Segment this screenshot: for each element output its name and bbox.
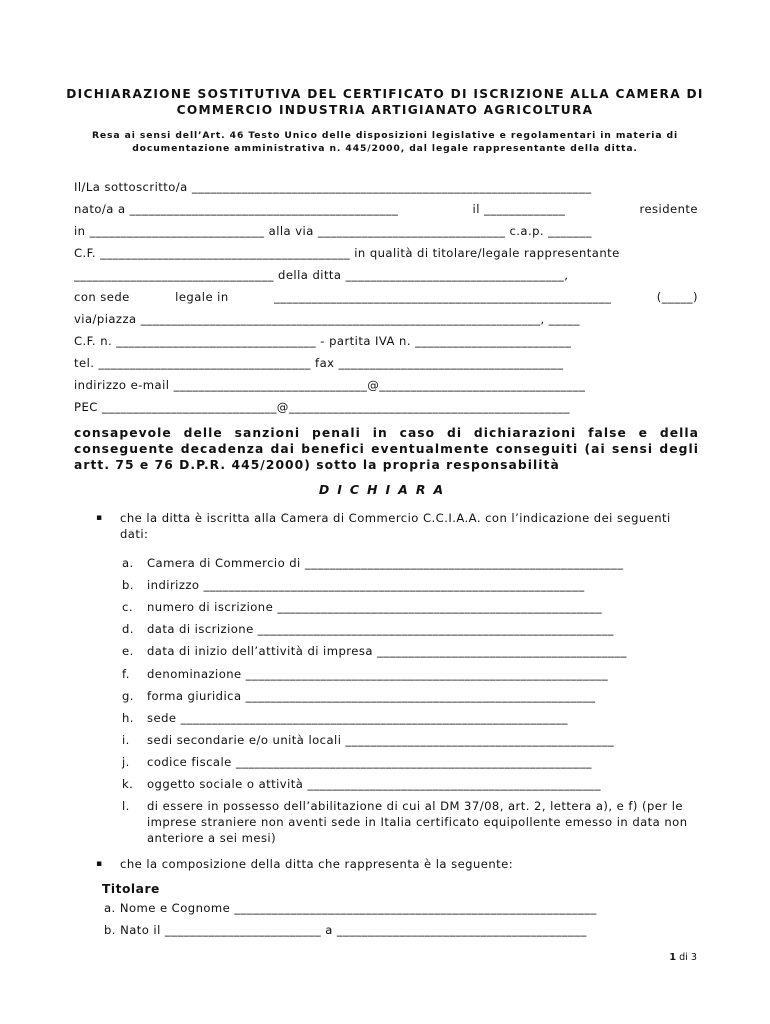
- field-sede-legale[interactable]: [74, 289, 698, 305]
- page-separator: di: [676, 952, 691, 963]
- field-nato-data[interactable]: il _____________: [472, 202, 566, 216]
- sede-blank[interactable]: ______________________________________________________: [274, 290, 612, 304]
- item-text[interactable]: Camera di Commercio di ___________________________________________________: [147, 556, 624, 570]
- item-letter: f.: [122, 667, 130, 681]
- title-line-2: COMMERCIO INDUSTRIA ARTIGIANATO AGRICOLTURA: [176, 103, 594, 117]
- page-current: 1: [669, 952, 677, 963]
- subtitle-line-1: Resa ai sensi dell’Art. 46 Testo Unico delle disposizioni legislative e regolamentari in materia di: [91, 130, 679, 141]
- item-letter: l.: [122, 799, 130, 813]
- item-text: di essere in possesso dell’abilitazione di cui al DM 37/08, art. 2, lettera a), e f) (per le imprese straniere non aventi sede in Italia certificato equipollente emesso in data non anteriore a sei mesi): [147, 799, 688, 845]
- subtitle-line-2: documentazione amministrativa n. 445/2000, dal legale rappresentante della ditta.: [132, 143, 638, 154]
- item-text[interactable]: sedi secondarie e/o unità locali ___________________________________________: [147, 733, 615, 747]
- field-email[interactable]: indirizzo e-mail _______________________________@_________________________________: [74, 378, 586, 392]
- field-residenza[interactable]: in ____________________________ alla via ______________________________ c.a.p. _______: [74, 224, 592, 238]
- sede-provincia[interactable]: (_____): [656, 290, 698, 304]
- item-text[interactable]: codice fiscale _________________________________________________________: [147, 755, 592, 769]
- item-text[interactable]: data di inizio dell’attività di impresa ________________________________________: [147, 644, 627, 658]
- item-letter: g.: [122, 689, 134, 703]
- field-tel-fax[interactable]: tel. __________________________________ fax ____________________________________: [74, 356, 564, 370]
- item-letter: i.: [122, 733, 130, 747]
- document-subtitle: [90, 129, 680, 155]
- item-text[interactable]: numero di iscrizione ____________________________________________________: [147, 600, 603, 614]
- titolare-heading: Titolare: [102, 882, 160, 896]
- bullet-square-icon: ▪: [96, 513, 103, 523]
- item-text[interactable]: sede ______________________________________________________________: [147, 711, 568, 725]
- item-letter: c.: [122, 600, 133, 614]
- bullet-iscrizione-text: che la ditta è iscritta alla Camera di Commercio C.C.I.A.A. con l’indicazione dei seguenti dati:: [120, 511, 671, 541]
- field-ditta[interactable]: ________________________________ della ditta ___________________________________,: [74, 268, 569, 282]
- item-letter: j.: [122, 755, 130, 769]
- field-via-piazza[interactable]: via/piazza ________________________________________________________________, _____: [74, 312, 580, 326]
- page-total: 3: [690, 952, 697, 963]
- item-text[interactable]: indirizzo _____________________________________________________________: [147, 578, 585, 592]
- consapevole-paragraph: consapevole delle sanzioni penali in caso di dichiarazioni false e della conseguente decadenza dai benefici eventualmente conseguiti (ai sensi degli artt. 75 e 76 D.P.R. 445/2000) sotto la propria responsabilità: [74, 426, 699, 472]
- dichiara-heading: DICHIARA: [318, 482, 452, 497]
- item-text[interactable]: data di iscrizione _________________________________________________________: [147, 622, 614, 636]
- item-letter: d.: [122, 622, 134, 636]
- field-nato-luogo[interactable]: nato/a a ___________________________________________: [74, 202, 399, 216]
- field-nato-il[interactable]: b. Nato il _________________________ a ________________________________________: [104, 923, 587, 937]
- item-letter: e.: [122, 644, 134, 658]
- sede-label-2: legale in: [175, 290, 229, 304]
- bullet-composizione-text: che la composizione della ditta che rappresenta è la seguente:: [120, 857, 514, 871]
- document-title: [60, 86, 710, 118]
- field-nato[interactable]: [74, 201, 698, 217]
- item-letter: a.: [122, 556, 134, 570]
- item-text[interactable]: oggetto sociale o attività _______________________________________________: [147, 777, 602, 791]
- field-cf-qualita[interactable]: C.F. ________________________________________ in qualità di titolare/legale rappresentante: [74, 246, 620, 260]
- item-letter: k.: [122, 777, 134, 791]
- page-number: [640, 952, 697, 963]
- bullet-square-icon: ▪: [96, 859, 103, 869]
- field-pec[interactable]: PEC ____________________________@_____________________________________________: [74, 400, 570, 414]
- field-cf-piva[interactable]: C.F. n. ________________________________ - partita IVA n. _________________________: [74, 334, 572, 348]
- item-text[interactable]: forma giuridica ________________________________________________________: [147, 689, 596, 703]
- title-line-1: DICHIARAZIONE SOSTITUTIVA DEL CERTIFICATO DI ISCRIZIONE ALLA CAMERA DI: [66, 87, 704, 101]
- item-text[interactable]: denominazione __________________________________________________________: [147, 667, 609, 681]
- item-letter: h.: [122, 711, 134, 725]
- field-nome-cognome[interactable]: a. Nome e Cognome __________________________________________________________: [104, 901, 597, 915]
- field-residente-label: residente: [639, 202, 698, 216]
- field-sottoscritto[interactable]: Il/La sottoscritto/a ________________________________________________________________: [74, 180, 592, 194]
- sede-label-1: con sede: [74, 290, 130, 304]
- item-letter: b.: [122, 578, 134, 592]
